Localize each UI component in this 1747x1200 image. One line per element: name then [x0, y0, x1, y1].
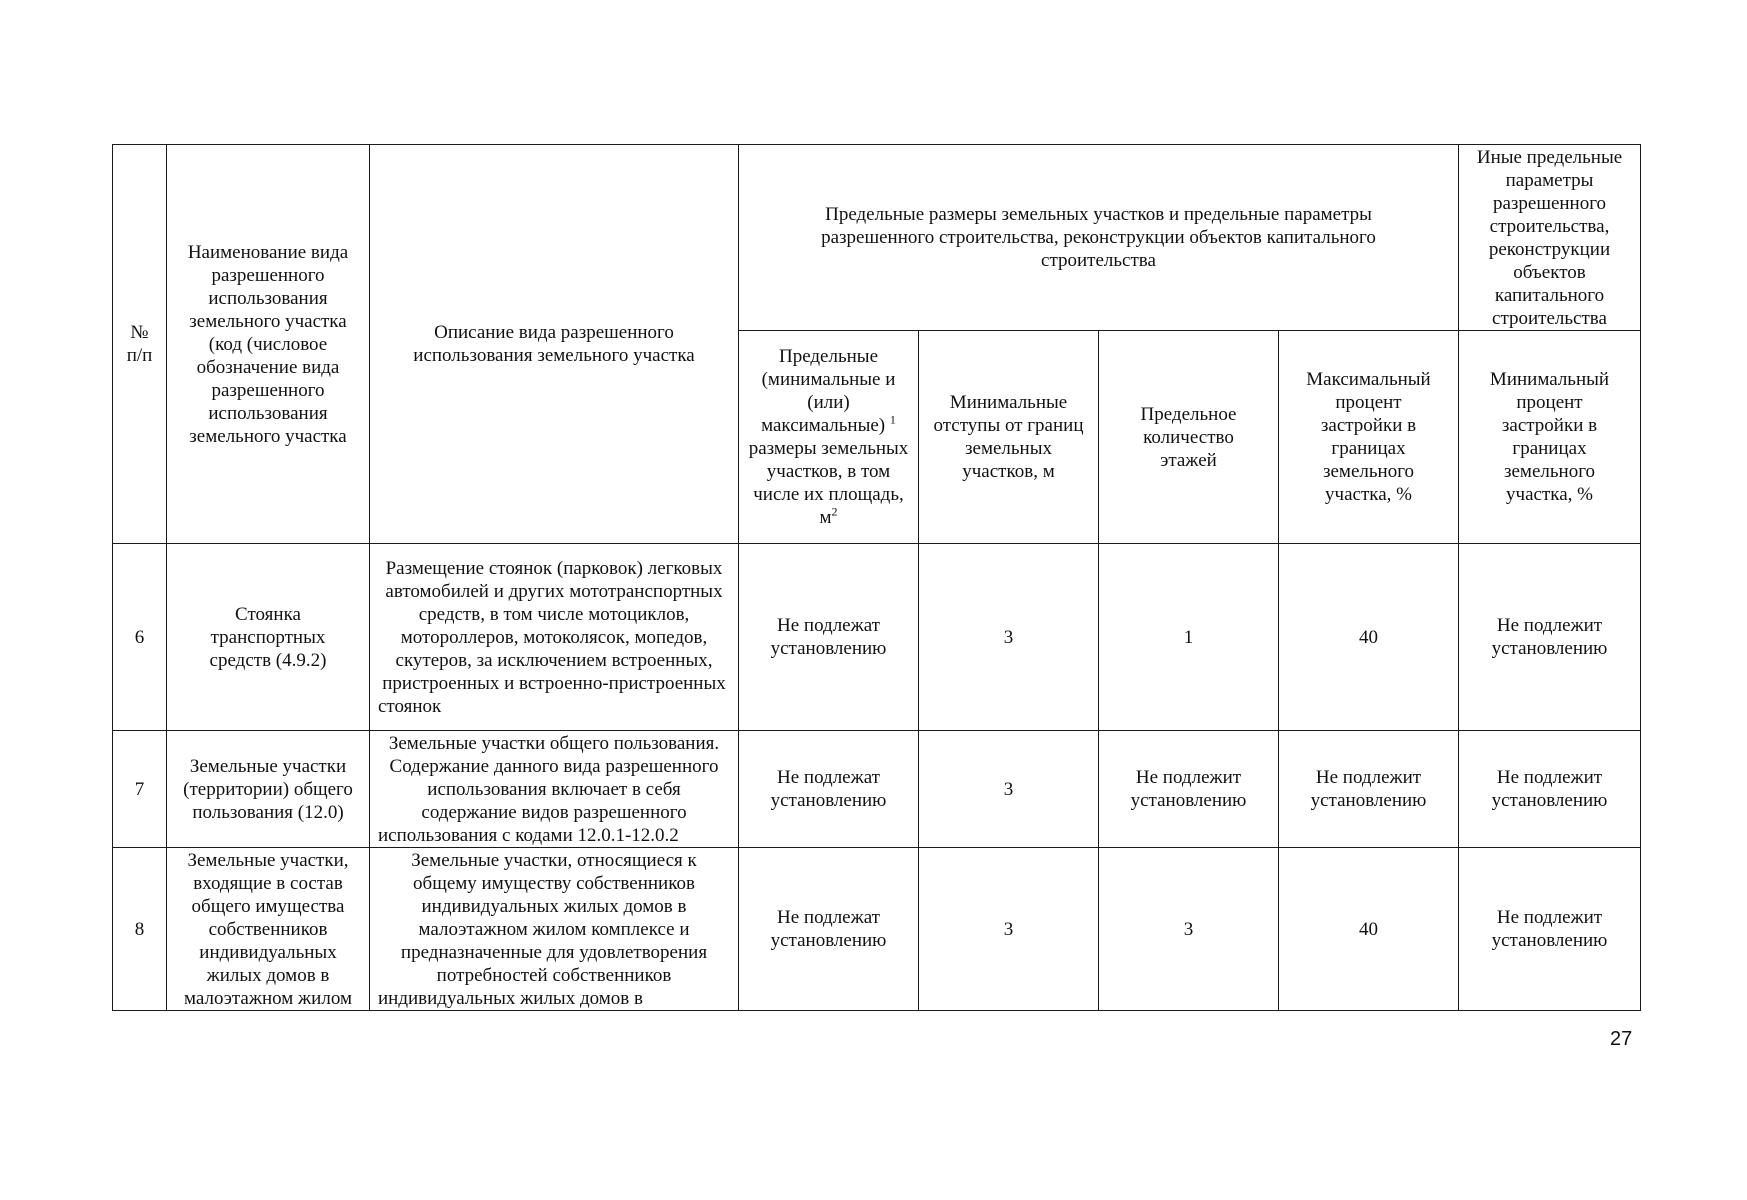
- header-other-group: Иные предельные параметры разрешенного строительства, реконструкции объектов капитального строительства: [1459, 145, 1641, 331]
- table-row: [113, 731, 1641, 848]
- row-description: Размещение стоянок (парковок) легковых автомобилей и других мототранспортных средств, в том числе мотоциклов, мотороллеров, мотоколясок, мопедов, скутеров, за исключением встроенных, пристроенных и встроенно-пристроенных стоянок: [370, 544, 739, 731]
- row-num: 7: [113, 731, 167, 848]
- header-col-min-pct: Минимальный процент застройки в границах земельного участка, %: [1459, 331, 1641, 544]
- row-size: Не подлежат установлению: [739, 731, 919, 848]
- header-col-max-pct: Максимальный процент застройки в границах земельного участка, %: [1279, 331, 1459, 544]
- row-min-pct: Не подлежит установлению: [1459, 544, 1641, 731]
- row-setback: 3: [919, 731, 1099, 848]
- header-col-size: [739, 331, 919, 544]
- row-max-pct: Не подлежит установлению: [1279, 731, 1459, 848]
- row-max-pct: 40: [1279, 544, 1459, 731]
- row-size: Не подлежат установлению: [739, 544, 919, 731]
- zoning-parameters-table: [112, 144, 1641, 1011]
- row-description: Земельные участки общего пользования. Содержание данного вида разрешенного использования включает в себя содержание видов разрешенного использования с кодами 12.0.1-12.0.2: [370, 731, 739, 848]
- header-col-setback: Минимальные отступы от границ земельных участков, м: [919, 331, 1099, 544]
- row-name: Земельные участки, входящие в состав общего имущества собственников индивидуальных жилых домов в малоэтажном жилом: [167, 848, 370, 1011]
- page-number: 27: [1610, 1028, 1633, 1050]
- row-size: Не подлежат установлению: [739, 848, 919, 1011]
- table-row: [113, 848, 1641, 1011]
- header-row-1: [113, 145, 1641, 331]
- unit-square-superscript: 2: [831, 504, 838, 519]
- row-setback: 3: [919, 544, 1099, 731]
- row-name: Стоянка транспортных средств (4.9.2): [167, 544, 370, 731]
- header-col-size-rest: размеры земельных участков, в том числе их площадь, м: [748, 438, 909, 528]
- row-min-pct: Не подлежит установлению: [1459, 848, 1641, 1011]
- row-description: Земельные участки, относящиеся к общему имуществу собственников индивидуальных жилых домов в малоэтажном жилом комплексе и предназначенные для удовлетворения потребностей собственников индивидуальных жилых домов в: [370, 848, 739, 1011]
- header-name: Наименование вида разрешенного использования земельного участка (код (числовое обозначение вида разрешенного использования земельного участка: [167, 145, 370, 544]
- row-name: Земельные участки (территории) общего пользования (12.0): [167, 731, 370, 848]
- row-floors: 3: [1099, 848, 1279, 1011]
- header-col-size-text: Предельные (минимальные и (или) максимальные): [761, 346, 896, 436]
- row-setback: 3: [919, 848, 1099, 1011]
- header-col-floors: Предельное количество этажей: [1099, 331, 1279, 544]
- footnote-marker: 1: [889, 412, 896, 427]
- row-num: 8: [113, 848, 167, 1011]
- table-row: [113, 544, 1641, 731]
- header-limits-group: Предельные размеры земельных участков и предельные параметры разрешенного строительства, реконструкции объектов капитального строительства: [739, 145, 1459, 331]
- header-description: Описание вида разрешенного использования земельного участка: [370, 145, 739, 544]
- row-max-pct: 40: [1279, 848, 1459, 1011]
- row-min-pct: Не подлежит установлению: [1459, 731, 1641, 848]
- row-num: 6: [113, 544, 167, 731]
- row-floors: Не подлежит установлению: [1099, 731, 1279, 848]
- row-floors: 1: [1099, 544, 1279, 731]
- header-num: № п/п: [113, 145, 167, 544]
